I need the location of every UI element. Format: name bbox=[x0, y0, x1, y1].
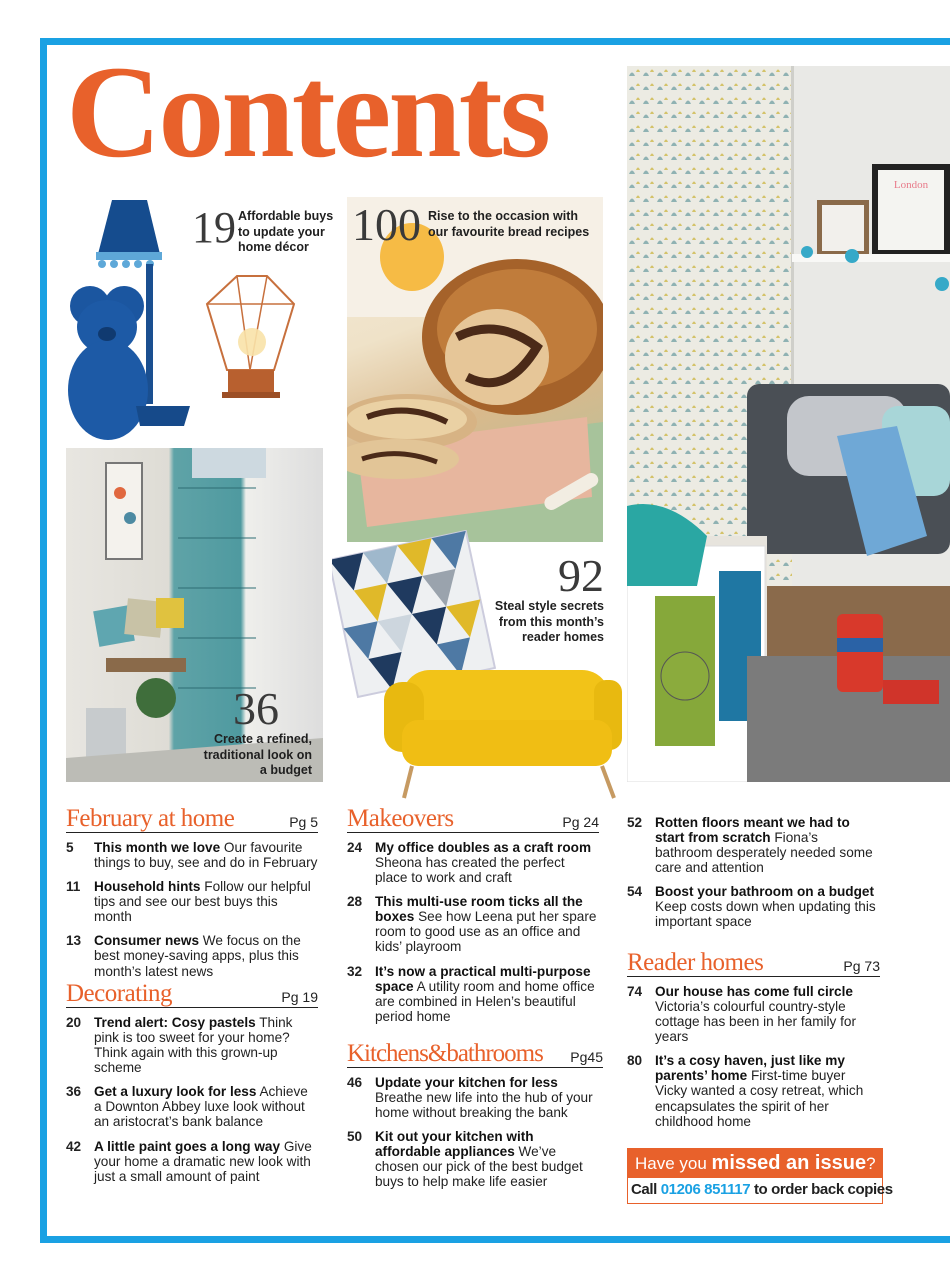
feature-text: Create a refined, traditional look on a budget bbox=[203, 732, 312, 778]
toc-entry[interactable] bbox=[66, 879, 318, 924]
entry-number: 11 bbox=[66, 879, 81, 895]
entry-title: This multi-use room ticks all the boxes bbox=[375, 894, 583, 925]
promo-text: to order back copies bbox=[750, 1181, 893, 1198]
feature-number: 100 bbox=[352, 199, 421, 250]
feature-number: 19 bbox=[192, 203, 236, 252]
section-header bbox=[66, 806, 318, 833]
section-page: Pg 5 bbox=[289, 814, 318, 830]
entry-number: 13 bbox=[66, 933, 82, 949]
toc-entry[interactable] bbox=[627, 1053, 880, 1128]
entry-number: 74 bbox=[627, 984, 643, 999]
feature-text: Affordable buys to update your home décor bbox=[238, 209, 334, 255]
entry-title: This month we love bbox=[94, 840, 221, 855]
section-header bbox=[627, 950, 880, 977]
promo-headline bbox=[628, 1149, 882, 1178]
entry-number: 42 bbox=[66, 1138, 82, 1154]
entry-number: 46 bbox=[347, 1075, 363, 1090]
toc-entry[interactable] bbox=[347, 1129, 603, 1189]
section-title: February at home bbox=[66, 805, 235, 832]
section-page: Pg 73 bbox=[843, 958, 880, 974]
entry-desc: We focus on the best money-saving apps, plus this month’s latest news bbox=[94, 933, 301, 979]
section-makeovers bbox=[347, 806, 599, 1033]
promo-text: Have you bbox=[635, 1154, 712, 1173]
toc-entry[interactable] bbox=[347, 840, 599, 885]
entry-title: Our house has come full circle bbox=[655, 984, 853, 999]
promo-emphasis: missed an issue bbox=[711, 1152, 867, 1174]
section-title: Reader homes bbox=[627, 949, 764, 976]
feature-text: Steal style secrets from this month’s reader homes bbox=[494, 599, 604, 645]
section-header bbox=[66, 981, 318, 1008]
entry-desc: Fiona’s bathroom desperately needed some care and attention bbox=[655, 830, 873, 876]
entry-number: 50 bbox=[347, 1129, 363, 1145]
section-title: Makeovers bbox=[347, 805, 454, 832]
entry-desc: Keep costs down when updating this important space bbox=[655, 899, 876, 930]
toc-entry[interactable] bbox=[627, 984, 880, 1044]
section-reader-homes bbox=[627, 950, 880, 1138]
entry-desc: Breathe new life into the hub of your home without breaking the bank bbox=[375, 1090, 593, 1121]
entry-number: 32 bbox=[347, 963, 363, 979]
section-february bbox=[66, 806, 318, 988]
entry-number: 36 bbox=[66, 1084, 82, 1100]
toc-entry[interactable] bbox=[347, 894, 599, 954]
section-header bbox=[347, 806, 599, 833]
entry-number: 52 bbox=[627, 815, 643, 830]
entry-number: 24 bbox=[347, 840, 363, 855]
entry-title: Household hints bbox=[94, 879, 201, 895]
section-kitchens bbox=[347, 1041, 603, 1199]
toc-entry[interactable] bbox=[627, 815, 879, 875]
toc-entry[interactable] bbox=[347, 1075, 603, 1120]
entry-number: 5 bbox=[66, 840, 74, 855]
entry-desc: Our favourite things to buy, see and do in February bbox=[94, 840, 318, 871]
promo-text: Call bbox=[631, 1181, 661, 1198]
entry-desc: Sheona has created the perfect place to work and craft bbox=[375, 855, 565, 886]
entry-title: Boost your bathroom on a budget bbox=[655, 884, 875, 900]
entry-title: Update your kitchen for less bbox=[375, 1075, 558, 1090]
entry-title: Trend alert: Cosy pastels bbox=[94, 1015, 256, 1030]
entry-desc: We’ve chosen our pick of the best budget buys to help make life easier bbox=[375, 1144, 583, 1190]
toc-entry[interactable] bbox=[66, 1084, 318, 1129]
toc-entry[interactable] bbox=[66, 1139, 318, 1184]
entry-desc: Think pink is too sweet for your home? Think again with this grown-up scheme bbox=[94, 1015, 293, 1076]
promo-phone[interactable]: 01206 851117 bbox=[660, 1181, 751, 1198]
entry-number: 20 bbox=[66, 1015, 82, 1030]
promo-call-line bbox=[628, 1178, 893, 1198]
poster-text: London bbox=[893, 179, 929, 191]
section-page: Pg 19 bbox=[281, 989, 318, 1005]
entry-desc: Victoria’s colourful country-style cottage has been in her family for years bbox=[655, 999, 856, 1045]
section-page: Pg45 bbox=[570, 1049, 603, 1065]
entry-title: My office doubles as a craft room bbox=[375, 840, 592, 855]
feature-number: 92 bbox=[558, 550, 604, 601]
entry-desc: Achieve a Downton Abbey luxe look without an aristocrat’s bank balance bbox=[94, 1084, 308, 1130]
section-title: Kitchens&bathrooms bbox=[347, 1040, 543, 1067]
entry-desc: See how Leena put her spare room to good use as an office and kids’ playroom bbox=[375, 909, 597, 955]
section-header bbox=[347, 1041, 603, 1068]
entry-title: Rotten floors meant we had to start from scratch bbox=[655, 815, 850, 846]
entry-title: Consumer news bbox=[94, 933, 199, 949]
back-issues-promo[interactable] bbox=[627, 1148, 893, 1204]
section-title: Decorating bbox=[66, 980, 173, 1007]
feature-number: 36 bbox=[233, 683, 279, 734]
section-kitchens-continued bbox=[627, 815, 879, 939]
entry-title: It’s now a practical multi-purpose space bbox=[375, 963, 591, 994]
entry-number: 54 bbox=[627, 884, 643, 900]
toc-entry[interactable] bbox=[66, 933, 318, 978]
section-decorating bbox=[66, 981, 318, 1193]
toc-entry[interactable] bbox=[347, 964, 599, 1024]
entry-title: Kit out your kitchen with affordable appliances bbox=[375, 1129, 534, 1160]
entry-title: A little paint goes a long way bbox=[94, 1138, 281, 1154]
toc-entry[interactable] bbox=[66, 840, 318, 870]
entry-desc: Give your home a dramatic new look with just a small amount of paint bbox=[94, 1138, 312, 1184]
toc-entry[interactable] bbox=[66, 1015, 318, 1075]
entry-desc: First-time buyer Vicky wanted a cosy retreat, which encapsulates the spirit of her childhood home bbox=[655, 1068, 864, 1129]
entry-title: Get a luxury look for less bbox=[94, 1084, 257, 1100]
promo-text: ? bbox=[866, 1154, 876, 1173]
toc-entry[interactable] bbox=[627, 884, 879, 929]
page-title: Contents bbox=[66, 38, 549, 185]
entry-desc: Follow our helpful tips and see our best buys this month bbox=[94, 879, 311, 925]
entry-number: 28 bbox=[347, 894, 363, 910]
feature-text: Rise to the occasion with our favourite bread recipes bbox=[428, 209, 590, 239]
feature-92[interactable] bbox=[490, 550, 604, 646]
kids-room-photo bbox=[627, 66, 950, 782]
entry-number: 80 bbox=[627, 1053, 643, 1069]
entry-desc: A utility room and home office are combined in Helen’s beautiful period home bbox=[375, 978, 595, 1024]
entry-title: It’s a cosy haven, just like my parents’ home bbox=[655, 1053, 845, 1084]
section-page: Pg 24 bbox=[562, 814, 599, 830]
feature-36[interactable] bbox=[200, 683, 312, 779]
